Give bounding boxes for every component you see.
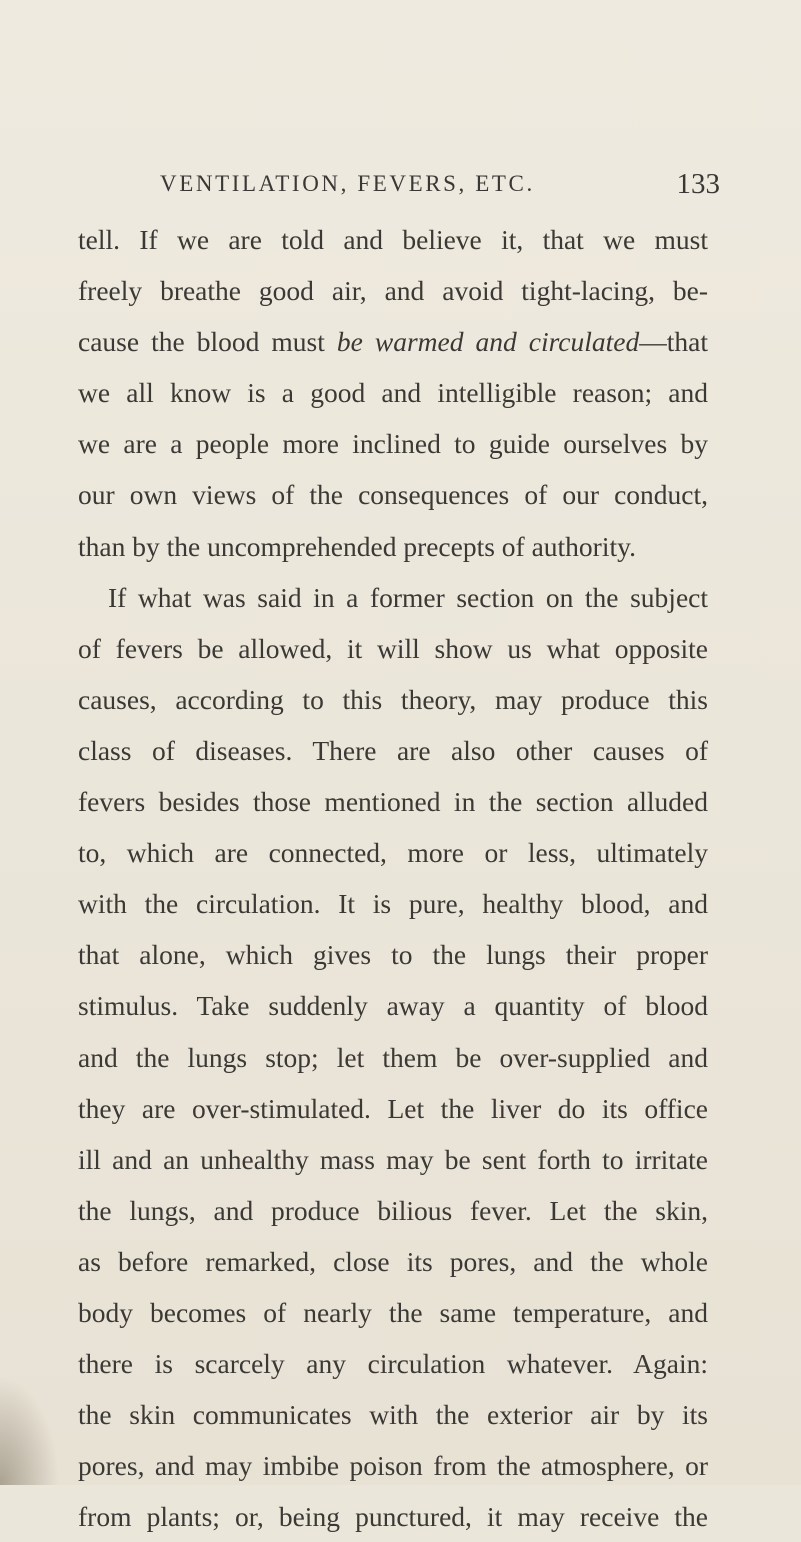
text-line: tell. If we are told and believe it, that we must — [78, 224, 708, 255]
text-line: of fevers be allowed, it will show us what opposite — [78, 632, 708, 664]
text-line: causes, according to this theory, may produce this — [78, 683, 708, 715]
page-number: 133 — [676, 168, 720, 200]
text-line: we all know is a good and intelligible reason; and — [78, 377, 708, 409]
running-head — [160, 164, 720, 204]
text-line: fevers besides those mentioned in the section alluded — [78, 786, 708, 818]
text-line: pores, and may imbibe poison from the atmosphere, or — [78, 1450, 708, 1482]
running-title: VENTILATION, FEVERS, ETC. — [160, 171, 535, 196]
text-line: and the lungs stop; let them be over-supplied and — [78, 1041, 708, 1073]
text-run: cause the blood must — [78, 326, 337, 358]
paragraph-end-line: than by the uncomprehended precepts of authority. — [78, 530, 636, 562]
text-line: we are a people more inclined to guide ourselves by — [78, 428, 708, 460]
text-run: —that — [639, 326, 708, 358]
text-line: body becomes of nearly the same temperature, and — [78, 1296, 708, 1328]
text-line: class of diseases. There are also other causes of — [78, 734, 708, 766]
text-line: that alone, which gives to the lungs their proper — [78, 939, 708, 971]
body-text — [78, 214, 708, 1542]
text-line: freely breathe good air, and avoid tight-lacing, be- — [78, 275, 708, 307]
text-line: they are over-stimulated. Let the liver do its office — [78, 1092, 708, 1124]
text-line: stimulus. Take suddenly away a quantity of blood — [78, 990, 708, 1022]
text-line: ill and an unhealthy mass may be sent forth to irritate — [78, 1143, 708, 1175]
text-line: from plants; or, being punctured, it may receive the — [78, 1501, 708, 1533]
text-line: there is scarcely any circulation whatever. Again: — [78, 1348, 708, 1380]
text-line: the skin communicates with the exterior air by its — [78, 1399, 708, 1431]
text-line: to, which are connected, more or less, ultimately — [78, 837, 708, 869]
text-line: the lungs, and produce bilious fever. Let the skin, — [78, 1194, 708, 1226]
text-line: our own views of the consequences of our conduct, — [78, 479, 708, 511]
page-edge-shadow — [0, 1375, 60, 1485]
text-line-with-italic — [78, 316, 708, 367]
text-line: as before remarked, close its pores, and the whole — [78, 1245, 708, 1277]
paragraph-start-line: If what was said in a former section on the subject — [108, 581, 708, 613]
text-line: with the circulation. It is pure, healthy blood, and — [78, 888, 708, 920]
italic-phrase: be warmed and circulated — [336, 326, 640, 358]
